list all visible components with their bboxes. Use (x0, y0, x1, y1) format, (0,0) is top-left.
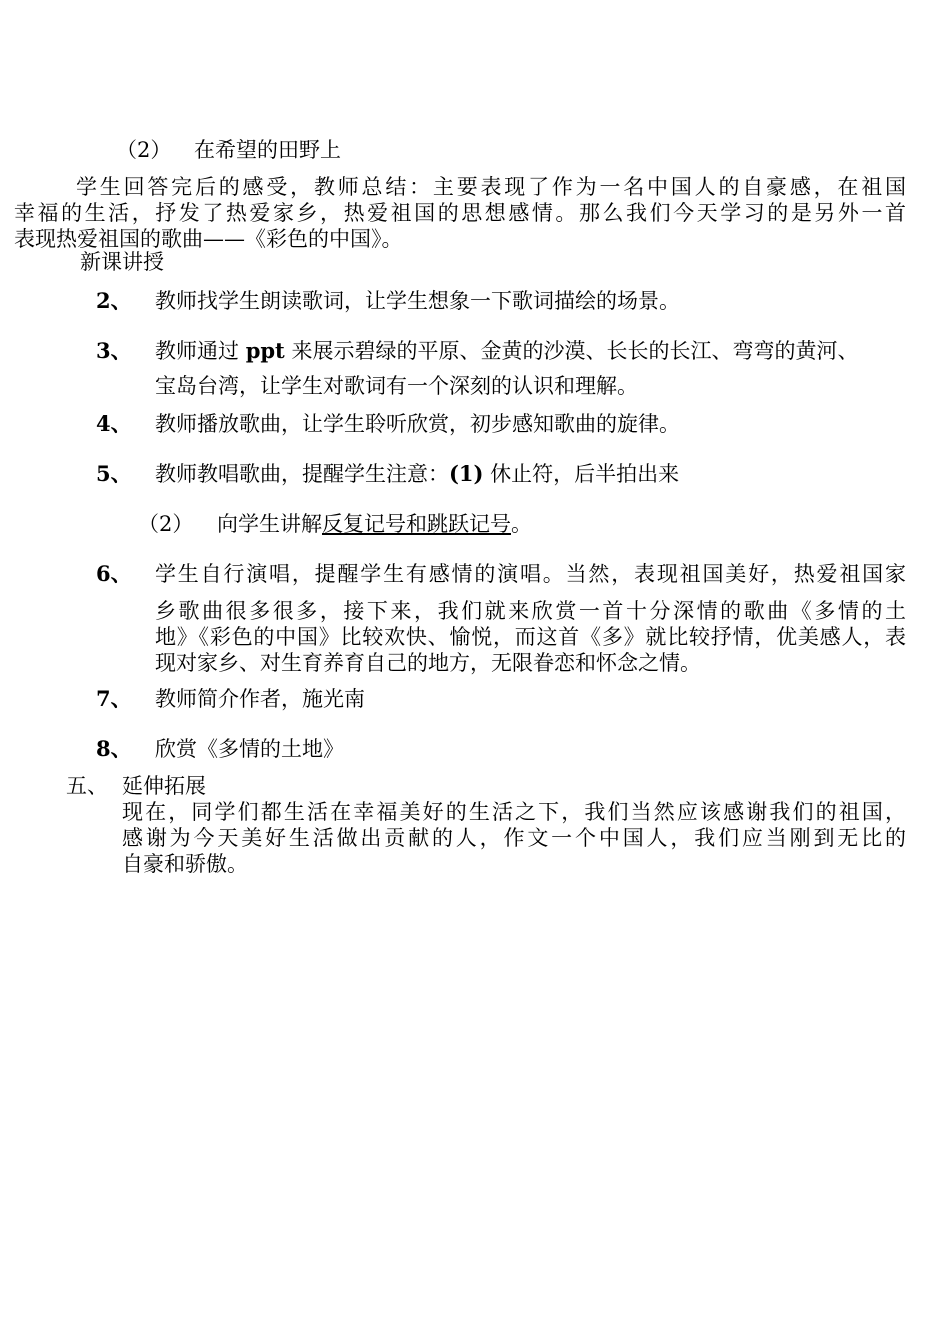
step-number: 3、 (96, 338, 132, 363)
step-number: 7、 (96, 686, 132, 711)
underlined-term: 反复记号和跳跃记号 (322, 512, 511, 536)
section-paragraph-line: 感谢为今天美好生活做出贡献的人，作文一个中国人，我们应当刚到无比的 (122, 826, 906, 850)
summary-line-1: 学生回答完后的感受，教师总结：主要表现了作为一名中国人的自豪感，在祖国 (76, 175, 906, 199)
step-number: 5、 (96, 461, 132, 486)
step-number: 8、 (96, 736, 132, 761)
ppt-term: ppt (245, 338, 285, 363)
step-text: 教师找学生朗读歌词，让学生想象一下歌词描绘的场景。 (155, 289, 680, 313)
sub-item-text: 向学生讲解反复记号和跳跃记号。 (217, 512, 532, 536)
summary-line-2: 幸福的生活，抒发了热爱家乡，热爱祖国的思想感情。那么我们今天学习的是另外一首 (14, 201, 906, 225)
step-text: 教师简介作者，施光南 (155, 687, 365, 711)
step-text-continued: 现对家乡、对生育养育自己的地方，无限眷恋和怀念之情。 (155, 651, 701, 675)
section-number: 五、 (66, 774, 108, 798)
sub-item-text: 在希望的田野上 (194, 138, 341, 162)
section-paragraph-line: 现在，同学们都生活在幸福美好的生活之下，我们当然应该感谢我们的祖国， (122, 800, 906, 824)
note-number: (1) (449, 461, 484, 486)
step-number: 6、 (96, 561, 132, 586)
step-number: 2、 (96, 288, 132, 313)
section-paragraph-line: 自豪和骄傲。 (122, 852, 248, 876)
summary-line-3: 表现热爱祖国的歌曲——《彩色的中国》。 (14, 227, 403, 251)
step-text: 教师教唱歌曲，提醒学生注意：(1) 休止符，后半拍出来 (155, 461, 680, 486)
step-text: 学生自行演唱，提醒学生有感情的演唱。当然，表现祖国美好，热爱祖国家 (155, 562, 906, 586)
sub-item-label: （2） (138, 512, 194, 536)
section-heading-extension: 延伸拓展 (122, 774, 206, 798)
step-text: 教师播放歌曲，让学生聆听欣赏，初步感知歌曲的旋律。 (155, 412, 680, 436)
step-text: 教师通过 ppt 来展示碧绿的平原、金黄的沙漠、长长的长江、弯弯的黄河、 (155, 338, 859, 363)
step-number: 4、 (96, 411, 132, 436)
step-text-continued: 地》《彩色的中国》比较欢快、愉悦，而这首《多》就比较抒情，优美感人，表 (155, 625, 906, 649)
sub-item-label: （2） (116, 138, 172, 162)
section-heading-new-lesson: 新课讲授 (80, 250, 164, 274)
step-text-continued: 宝岛台湾，让学生对歌词有一个深刻的认识和理解。 (155, 374, 638, 398)
step-text: 欣赏《多情的土地》 (155, 737, 344, 761)
step-text-continued: 乡歌曲很多很多，接下来，我们就来欣赏一首十分深情的歌曲《多情的土 (155, 599, 906, 623)
